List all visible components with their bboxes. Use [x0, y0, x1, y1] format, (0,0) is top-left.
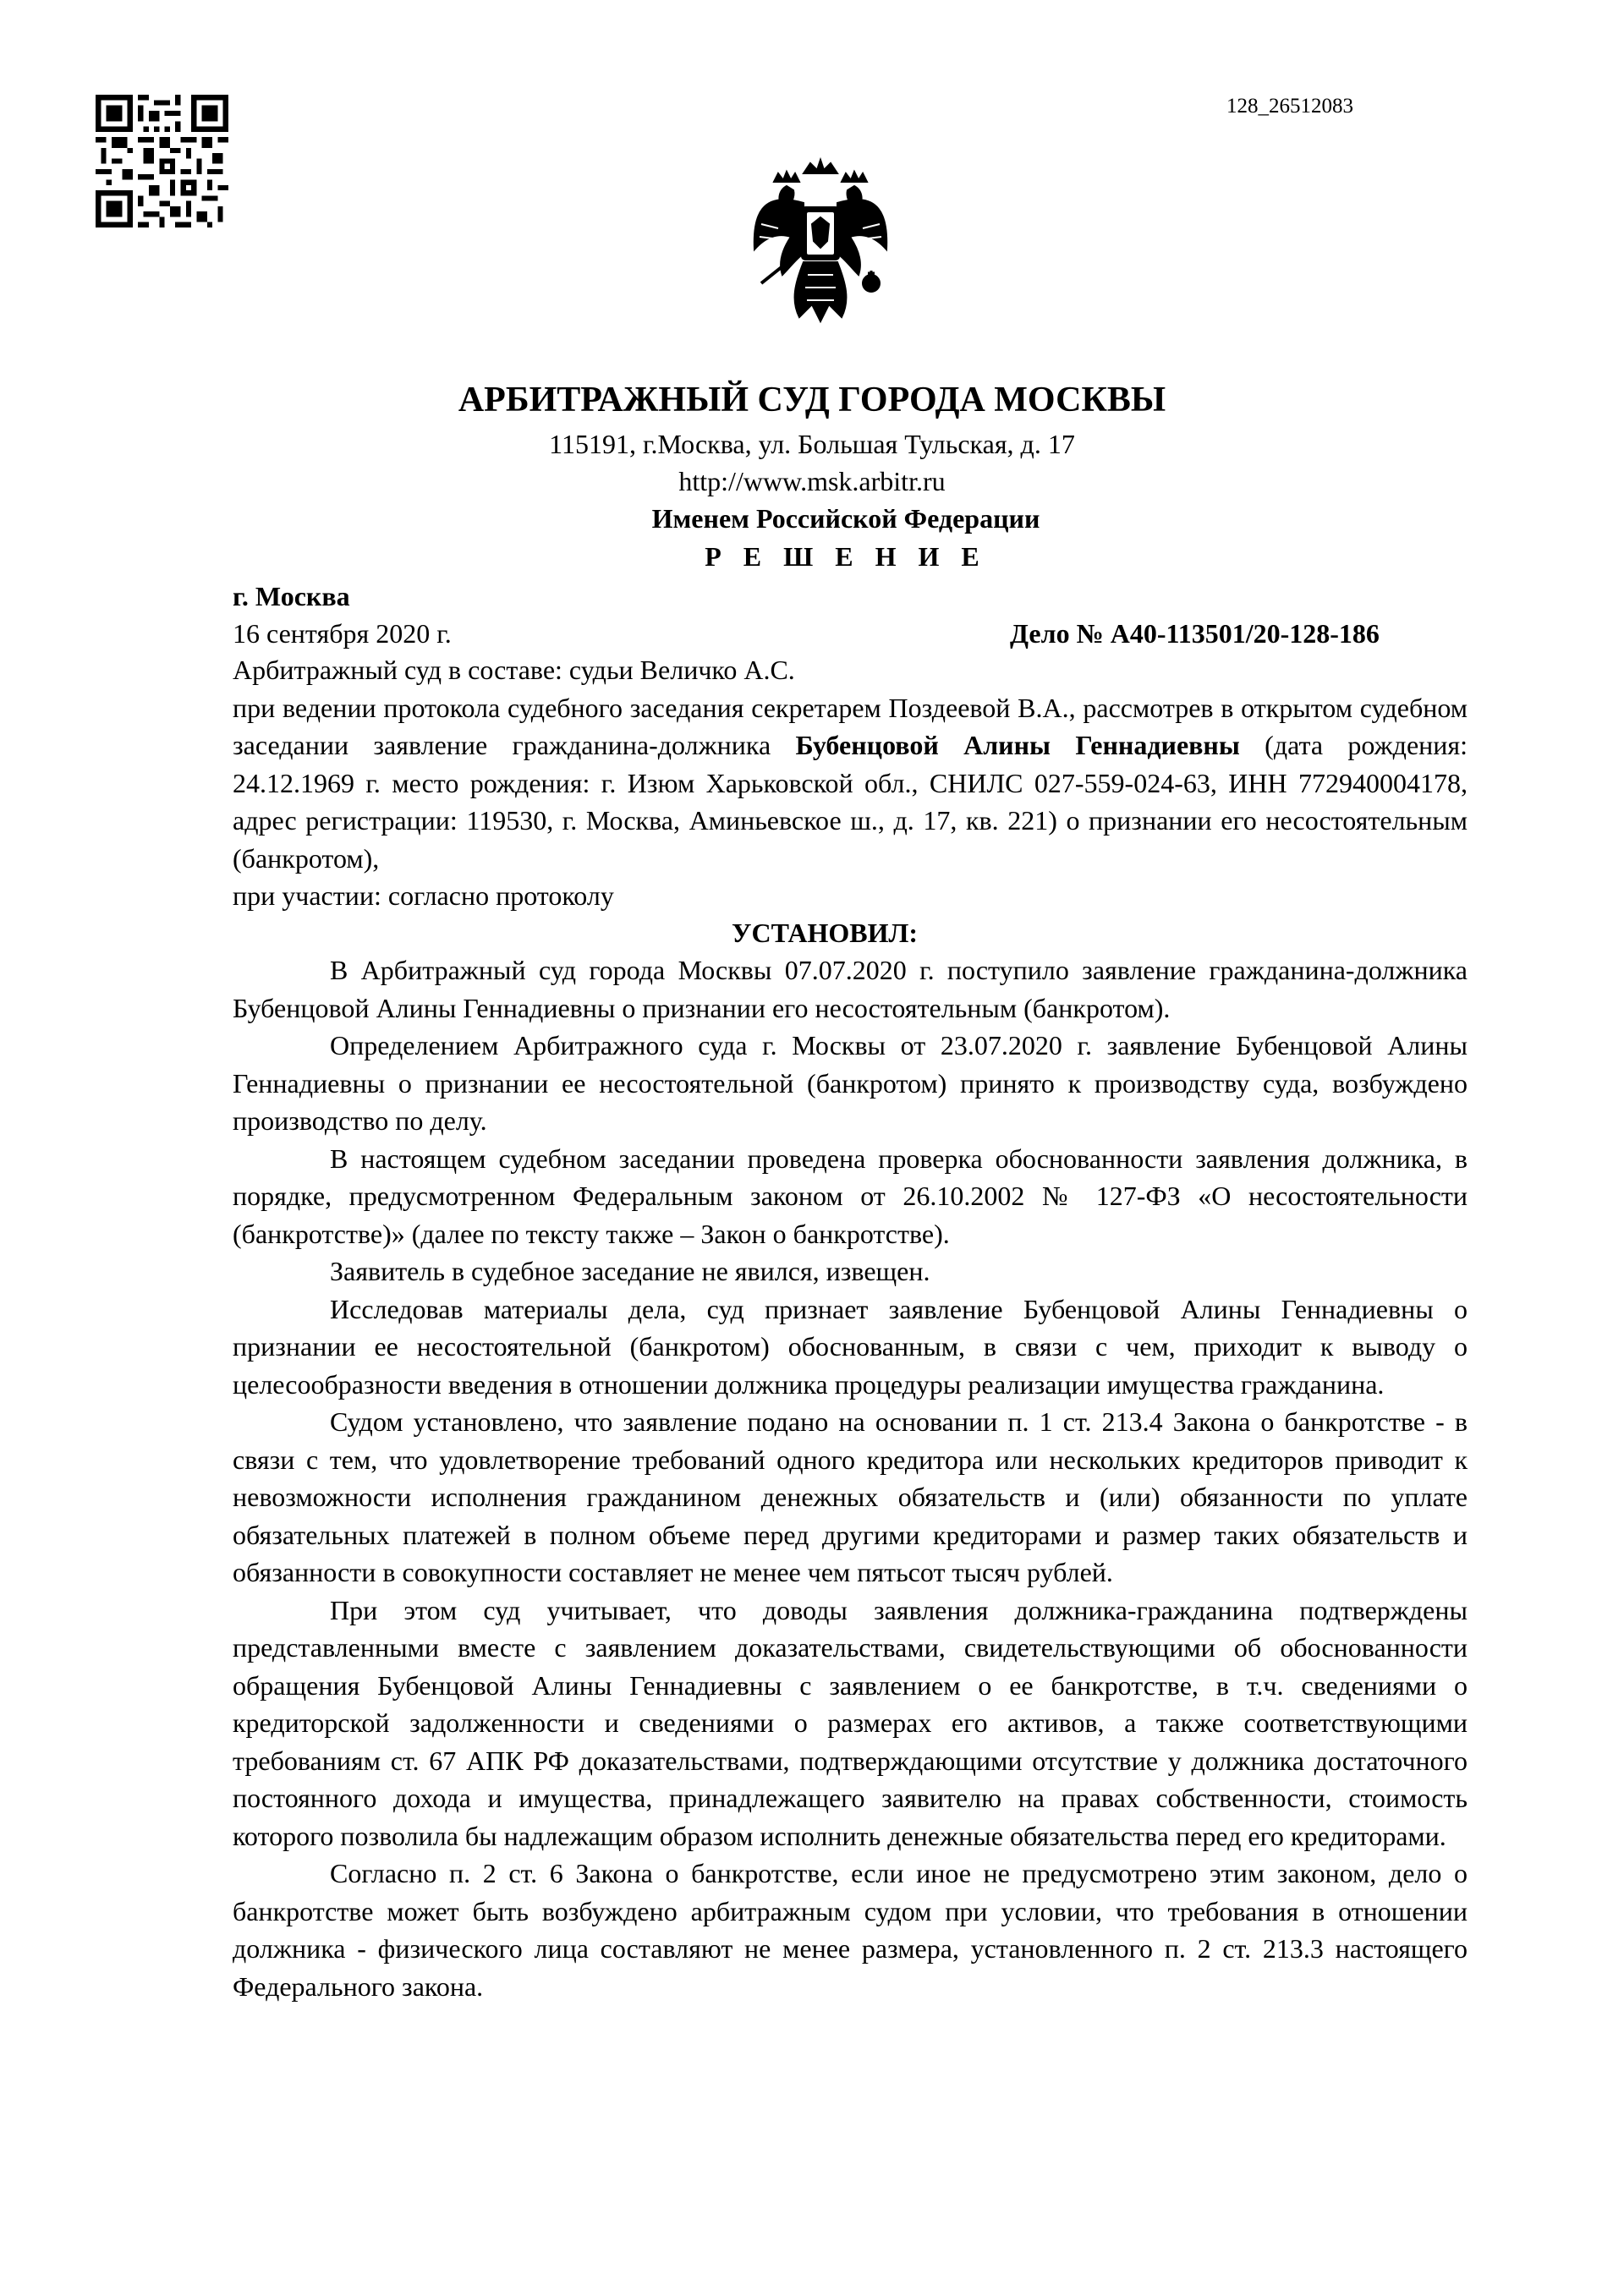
- body-paragraph: При этом суд учитывает, что доводы заявления должника-гражданина подтверждены представленными вместе с заявлением доказательствами, свидетельствующими об обоснованности обращения Бубенцовой Алины Геннадиевны с заявлением о ее банкротстве, в т.ч. сведениями о кредиторской задолженности и сведениями о размерах его активов, а также соответствующими требованиям ст. 67 АПК РФ доказательствами, подтверждающими отсутствие у должника достаточного постоянного дохода и имущества, принадлежащего заявителю на правах собственности, стоимость которого позволила бы надлежащим образом исполнить денежные обязательства перед его кредиторами.: [233, 1594, 1468, 1851]
- hearing-text-end: (дата рождения: 24.12.1969 г. место рождения: г. Изюм Харьковской обл., СНИЛС 027-559-024-63, ИНН 772940004178, адрес регистрации: 119530, г. Москва, Аминьевское ш., д. 17, кв. 221) о признании его несостоятельным (банкротом),: [233, 730, 1468, 874]
- intro-section: [233, 651, 1468, 915]
- body-paragraph: Исследовав материалы дела, суд признает заявление Бубенцовой Алины Геннадиевны о признании ее несостоятельной (банкротом) обоснованным, в связи с чем, приходит к выводу о целесообразности введения в отношении должника процедуры реализации имущества гражданина.: [233, 1293, 1468, 1400]
- decision-heading: Р Е Ш Е Н И Е: [705, 541, 987, 572]
- debtor-name: Бубенцовой Алины Геннадиевны: [795, 730, 1240, 760]
- city: г. Москва: [233, 581, 350, 611]
- coat-of-arms-emblem: [744, 156, 897, 330]
- body-paragraph: В настоящем судебном заседании проведена проверка обоснованности заявления должника, в порядке, предусмотренном Федеральным законом от 26.10.2002 № 127-ФЗ «О несостоятельности (банкротстве)» (далее по тексту также – Закон о банкротстве).: [233, 1143, 1468, 1249]
- hearing-paragraph: [233, 689, 1468, 878]
- decision-date: 16 сентября 2020 г.: [233, 618, 452, 649]
- court-composition: Арбитражный суд в составе: судьи Величко А.С.: [233, 655, 795, 685]
- participation-line: при участии: согласно протоколу: [233, 880, 614, 911]
- court-name: АРБИТРАЖНЫЙ СУД ГОРОДА МОСКВЫ: [458, 381, 1166, 419]
- body-paragraph: Заявитель в судебное заседание не явился, извещен.: [330, 1256, 930, 1286]
- main-section: [233, 951, 1468, 2005]
- court-address: 115191, г.Москва, ул. Большая Тульская, д. 17: [549, 429, 1075, 459]
- established-heading: УСТАНОВИЛ:: [732, 918, 918, 948]
- qr-code: [96, 95, 228, 227]
- body-paragraph: В Арбитражный суд города Москвы 07.07.2020 г. поступило заявление гражданина-должника Бубенцовой Алины Геннадиевны о признании его несостоятельным (банкротом).: [233, 955, 1468, 1023]
- case-number: Дело № А40-113501/20-128-186: [1010, 618, 1380, 649]
- in-name-of-heading: Именем Российской Федерации: [651, 503, 1040, 534]
- body-paragraph: Судом установлено, что заявление подано на основании п. 1 ст. 213.4 Закона о банкротстве - в связи с тем, что удовлетворение требований одного кредитора или нескольких кредиторов приводит к невозможности исполнения гражданином денежных обязательств и (или) обязанности по уплате обязательных платежей в полном объеме перед другими кредиторами и размер таких обязательств и обязанности в совокупности составляет не менее чем пятьсот тысяч рублей.: [233, 1406, 1468, 1587]
- body-paragraph: Определением Арбитражного суда г. Москвы от 23.07.2020 г. заявление Бубенцовой Алины Геннадиевны о признании ее несостоятельной (банкротом) принято к производству суда, возбуждено производство по делу.: [233, 1030, 1468, 1136]
- body-paragraph: Согласно п. 2 ст. 6 Закона о банкротстве, если иное не предусмотрено этим законом, дело о банкротстве может быть возбуждено арбитражным судом при условии, что требования в отношении должника - физического лица составляют не менее размера, установленного п. 2 ст. 213.3 настоящего Федерального закона.: [233, 1858, 1468, 2002]
- court-website: http://www.msk.arbitr.ru: [678, 466, 946, 496]
- hearing-text-start: при ведении протокола судебного заседания секретарем Поздеевой В.А., рассмотрев в открытом судебном заседании заявление гражданина-должника: [233, 692, 1468, 760]
- document-number: 128_26512083: [1226, 95, 1353, 118]
